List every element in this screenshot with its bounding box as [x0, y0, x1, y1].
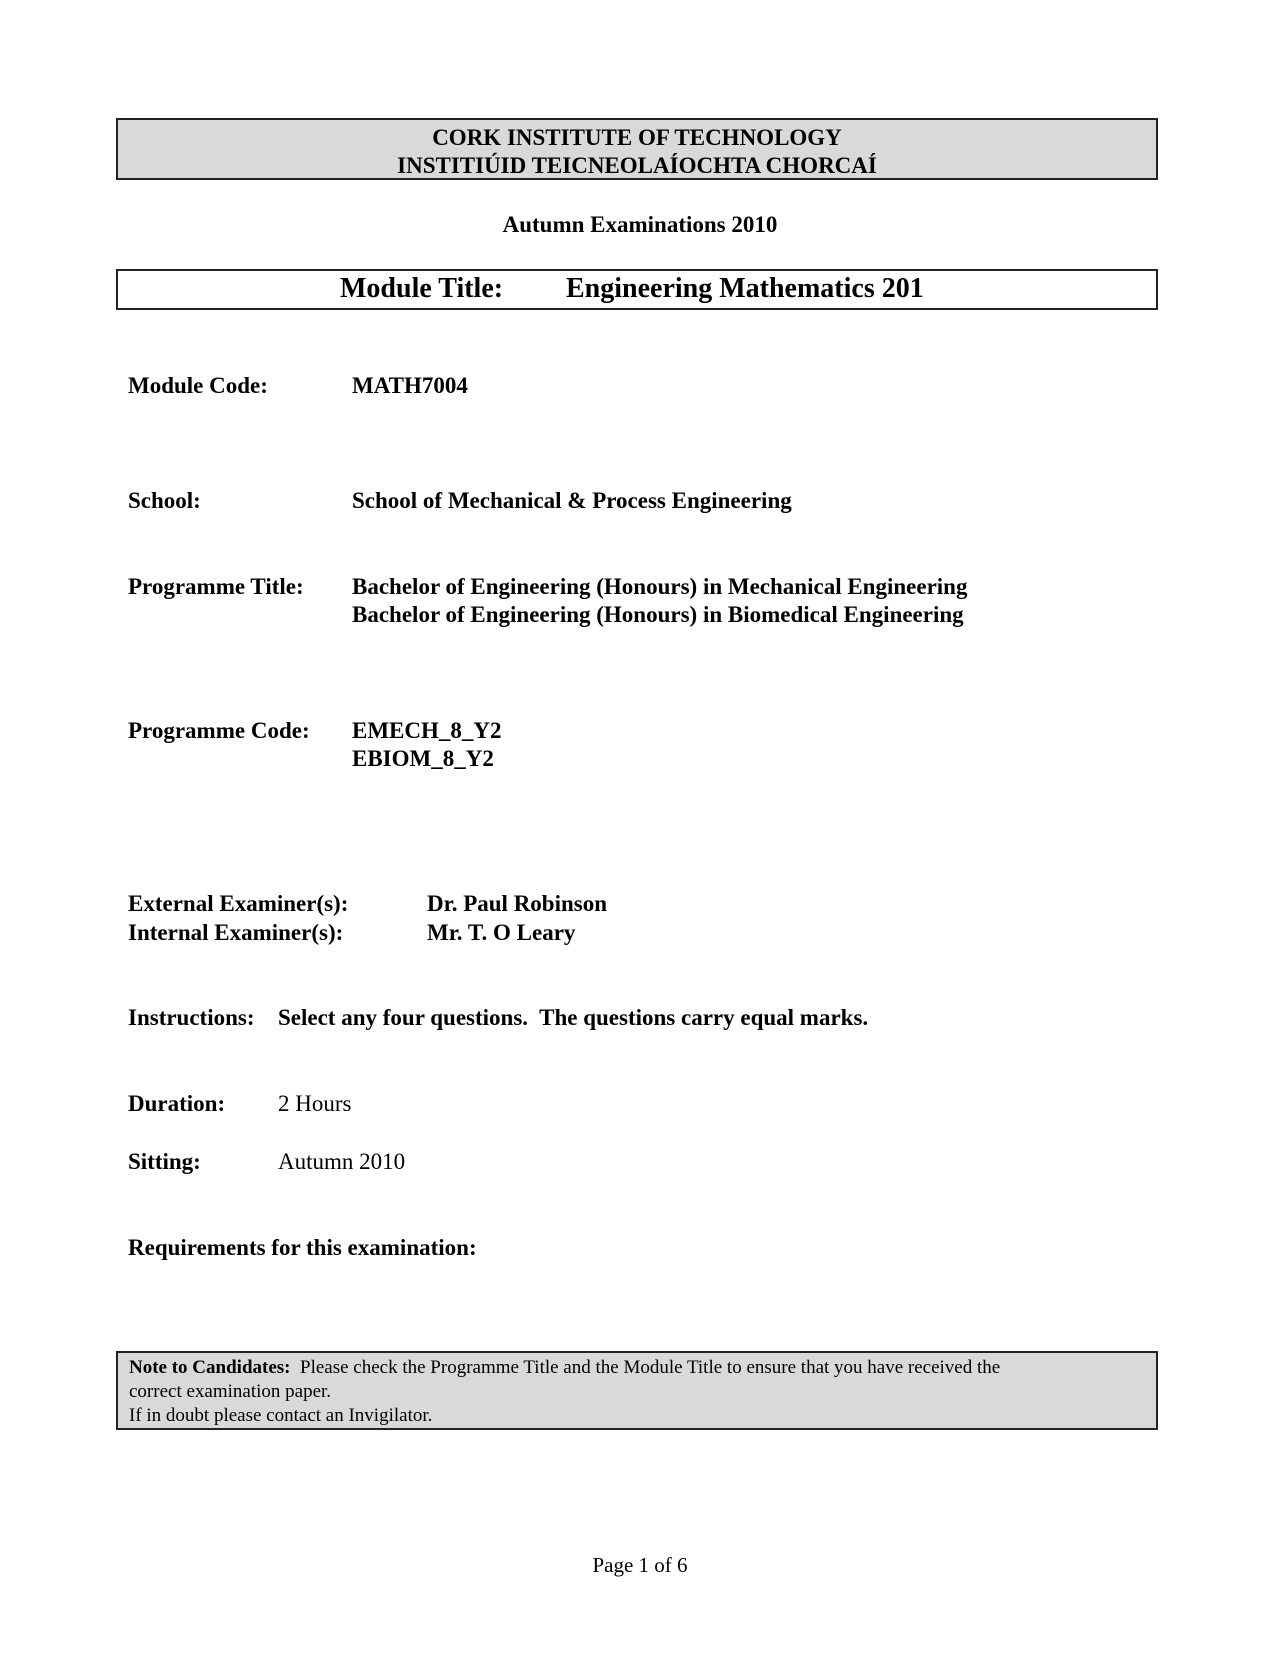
- external-examiner-value: Dr. Paul Robinson: [427, 891, 608, 916]
- duration-label: Duration:: [128, 1091, 226, 1116]
- programme-code-label: Programme Code:: [128, 718, 310, 743]
- programme-title-value-2: Bachelor of Engineering (Honours) in Biomedical Engineering: [352, 602, 964, 627]
- programme-code-value-2: EBIOM_8_Y2: [352, 746, 494, 771]
- instructions-label: Instructions:: [128, 1005, 255, 1030]
- module-title-value: Engineering Mathematics 201: [566, 273, 924, 304]
- module-title-box: [116, 269, 1158, 310]
- sitting-value: Autumn 2010: [278, 1149, 406, 1174]
- institute-name-english: CORK INSTITUTE OF TECHNOLOGY: [432, 125, 842, 150]
- requirements-label: Requirements for this examination:: [128, 1235, 477, 1260]
- instructions-value: Select any four questions. The questions carry equal marks.: [278, 1005, 869, 1030]
- duration-value: 2 Hours: [278, 1091, 352, 1116]
- school-value: School of Mechanical & Process Engineering: [352, 488, 792, 513]
- note-text-3: If in doubt please contact an Invigilator.: [129, 1405, 433, 1426]
- school-label: School:: [128, 488, 201, 513]
- note-text-1: Please check the Programme Title and the Module Title to ensure that you have received the: [300, 1357, 1001, 1378]
- note-label: Note to Candidates:: [129, 1357, 291, 1378]
- internal-examiner-label: Internal Examiner(s):: [128, 920, 344, 945]
- note-text-2: correct examination paper.: [129, 1381, 332, 1402]
- internal-examiner-value: Mr. T. O Leary: [427, 920, 576, 945]
- programme-title-value-1: Bachelor of Engineering (Honours) in Mechanical Engineering: [352, 574, 968, 599]
- programme-code-value-1: EMECH_8_Y2: [352, 718, 502, 743]
- external-examiner-label: External Examiner(s):: [128, 891, 349, 916]
- institute-name-irish: INSTITIÚID TEICNEOLAÍOCHTA CHORCAÍ: [397, 153, 877, 178]
- module-title-label: Module Title:: [340, 273, 504, 304]
- module-code-value: MATH7004: [352, 373, 468, 398]
- page-number: Page 1 of 6: [592, 1553, 688, 1577]
- sitting-label: Sitting:: [128, 1149, 201, 1174]
- institute-header: [116, 118, 1158, 180]
- programme-title-label: Programme Title:: [128, 574, 304, 599]
- module-code-label: Module Code:: [128, 373, 268, 398]
- exam-session: Autumn Examinations 2010: [502, 212, 778, 237]
- note-to-candidates-box: [116, 1351, 1158, 1430]
